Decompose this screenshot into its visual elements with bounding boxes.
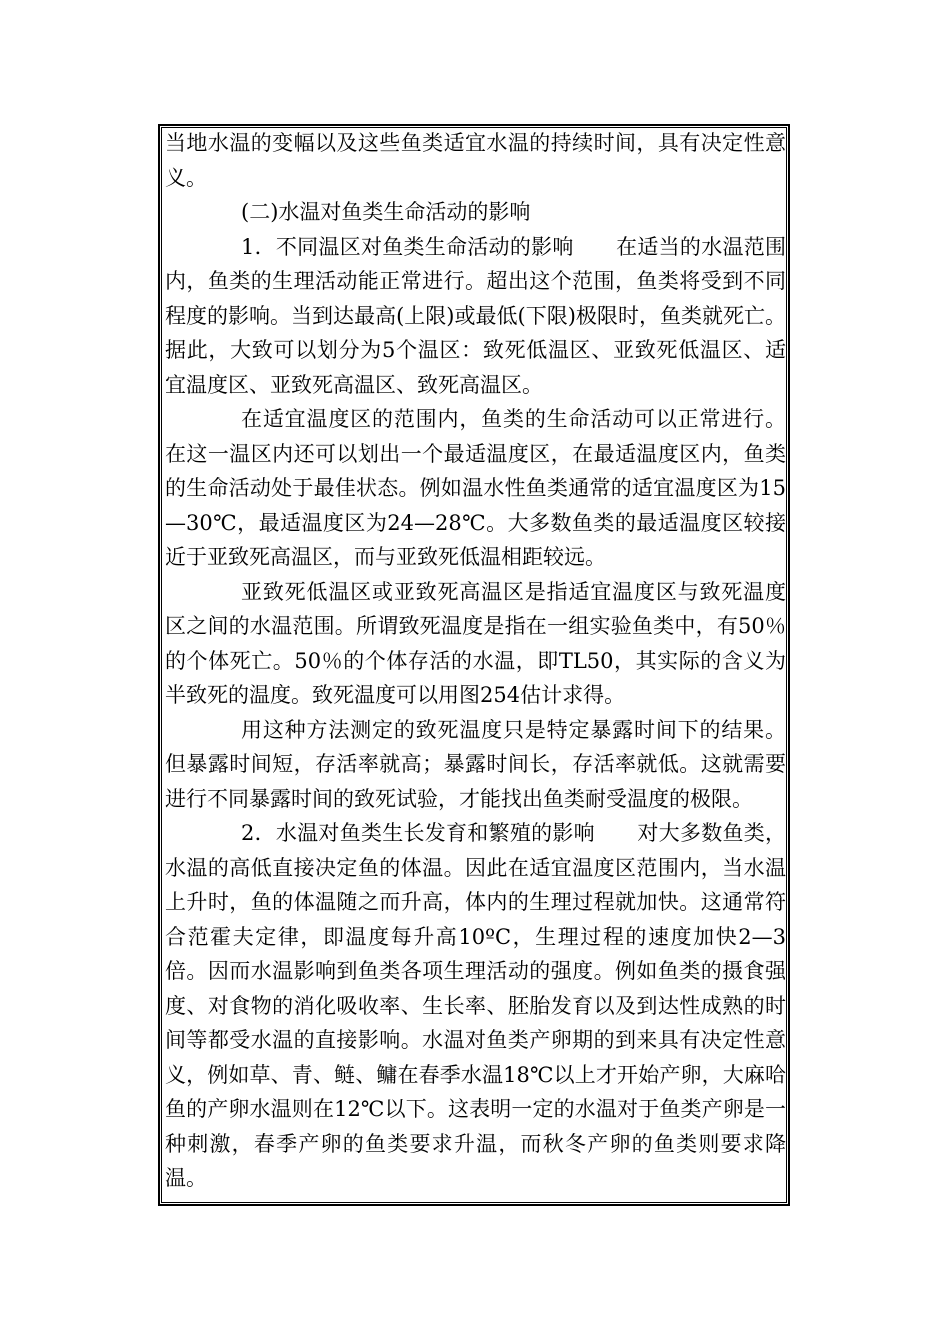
section-heading: (二)水温对鱼类生命活动的影响 bbox=[241, 200, 531, 224]
document-body bbox=[165, 126, 786, 1196]
paragraph-growth-reproduction: 2．水温对鱼类生长发育和繁殖的影响 对大多数鱼类，水温的高低直接决定鱼的体温。因此在适宜温度区范围内，当水温上升时，鱼的体温随之而升高，体内的生理过程就加快。这通常符合范霍夫定律，即温度每升高10ºC，生理过程的速度加快2—3倍。因而水温影响到鱼类各项生理活动的强度。例如鱼类的摄食强度、对食物的消化吸收率、生长率、胚胎发育以及到达性成熟的时间等都受水温的直接影响。水温对鱼类产卵期的到来具有决定性意义，例如草、青、鲢、鳙在春季水温18℃以上才开始产卵，大麻哈鱼的产卵水温则在12℃以下。这表明一定的水温对于鱼类产卵是一种刺激，春季产卵的鱼类要求升温，而秋冬产卵的鱼类则要求降温。 bbox=[165, 821, 786, 1190]
paragraph-exposure-time: 用这种方法测定的致死温度只是特定暴露时间下的结果。但暴露时间短，存活率就高；暴露时间长，存活率就低。这就需要进行不同暴露时间的致死试验，才能找出鱼类耐受温度的极限。 bbox=[165, 717, 786, 811]
paragraph-optimal-zone: 在适宜温度区的范围内，鱼类的生命活动可以正常进行。在这一温区内还可以划出一个最适温度区，在最适温度区内，鱼类的生命活动处于最佳状态。例如温水性鱼类通常的适宜温度区为15—30℃，最适温度区为24—28℃。大多数鱼类的最适温度区较接近于亚致死高温区，而与亚致死低温相距较远。 bbox=[165, 407, 786, 569]
paragraph-temperature-zones: 1．不同温区对鱼类生命活动的影响 在适当的水温范围内，鱼类的生理活动能正常进行。超出这个范围，鱼类将受到不同程度的影响。当到达最高(上限)或最低(下限)极限时，鱼类就死亡。据此，大致可以划分为5个温区：致死低温区、亚致死低温区、适宜温度区、亚致死高温区、致死高温区。 bbox=[165, 234, 786, 397]
paragraph-sublethal-zone: 亚致死低温区或亚致死高温区是指适宜温度区与致死温度区之间的水温范围。所谓致死温度是指在一组实验鱼类中，有50％的个体死亡。50％的个体存活的水温，即TL50，其实际的含义为半致死的温度。致死温度可以用图254估计求得。 bbox=[165, 579, 786, 707]
text-box-frame bbox=[158, 124, 790, 1206]
paragraph-continuation: 当地水温的变幅以及这些鱼类适宜水温的持续时间，具有决定性意义。 bbox=[165, 131, 786, 190]
